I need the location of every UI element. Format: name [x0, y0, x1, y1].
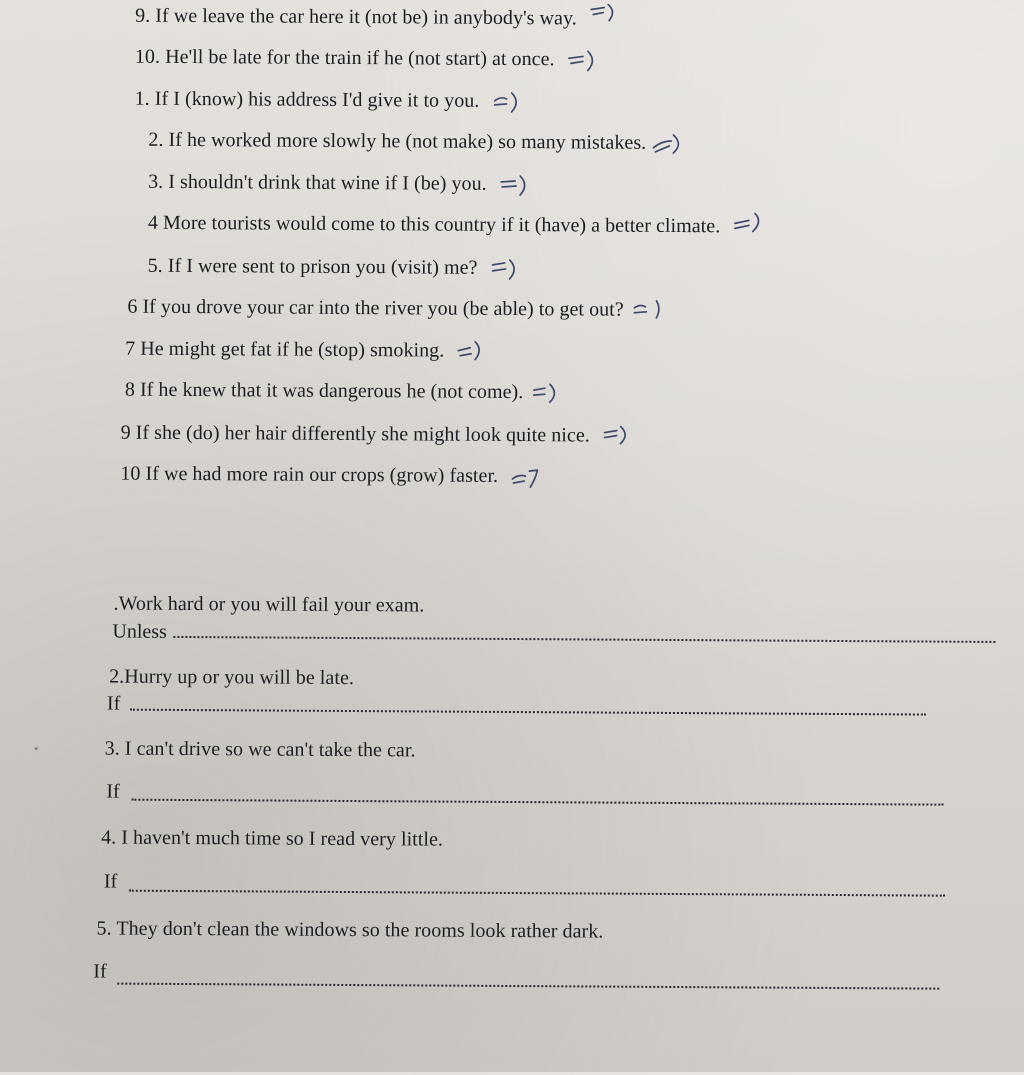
item-text: 4 More tourists would come to this country if it (have) a better climate. [147, 211, 721, 238]
exercise-item-6 [148, 212, 766, 239]
exercise-item-9 [125, 338, 487, 365]
exercise-item-3 [135, 88, 523, 115]
exercise-item-12 [120, 463, 541, 490]
answer-blank-4[interactable] [129, 890, 945, 897]
item-text: 9 If she (do) her hair differently she might look quite nice. [120, 421, 590, 447]
item-text: 7 He might get fat if he (stop) smoking. [125, 337, 445, 362]
margin-speck [35, 747, 38, 750]
answer-blank-3[interactable] [131, 799, 943, 806]
item-text: 1. If I (know) his address I'd give it to you. [134, 87, 480, 112]
handwritten-mark [731, 212, 765, 236]
item-text: 10 If we had more rain our crops (grow) faster. [120, 462, 499, 487]
answer-lead: If [103, 870, 118, 893]
answer-lead: Unless [112, 620, 167, 643]
rewrite-answer-row-1 [112, 621, 167, 644]
item-text: 5. If I were sent to prison you (visit) me? [147, 254, 478, 279]
answer-lead: If [93, 960, 107, 983]
exercise-item-8 [127, 296, 665, 324]
answer-blank-2[interactable] [130, 709, 926, 716]
rewrite-sentence-1: .Work hard or you will fail your exam. [113, 592, 425, 617]
rewrite-answer-row-5 [93, 960, 106, 983]
handwritten-mark [530, 382, 560, 406]
item-text: 3. I shouldn't drink that wine if I (be) you. [148, 170, 487, 195]
exercise-item-5 [148, 171, 530, 198]
item-text: 9. If we leave the car here it (not be) in anybody's way. [135, 4, 577, 30]
rewrite-answer-row-3 [106, 781, 119, 804]
rewrite-answer-row-2 [107, 693, 120, 716]
handwritten-mark [509, 465, 541, 489]
exercise-item-1 [135, 5, 618, 31]
handwritten-mark [455, 340, 487, 364]
item-text: 2. If he worked more slowly he (not make) so many mistakes. [148, 128, 647, 154]
handwritten-mark [498, 173, 530, 197]
exercise-item-4 [148, 129, 685, 157]
answer-lead: If [106, 692, 121, 715]
handwritten-mark [631, 299, 665, 323]
exercise-item-2 [135, 46, 598, 73]
answer-blank-1[interactable] [173, 636, 995, 643]
handwritten-mark [588, 4, 618, 24]
answer-lead: If [106, 780, 120, 803]
exercise-item-7 [148, 255, 521, 282]
exercise-item-11 [121, 422, 633, 450]
rewrite-sentence-5: 5. They don't clean the windows so the rooms look rather dark. [96, 917, 604, 943]
item-text: 6 If you drove your car into the river you (be able) to get out? [127, 295, 624, 321]
rewrite-sentence-3: 3. I can't drive so we can't take the car. [104, 737, 416, 762]
answer-blank-5[interactable] [117, 983, 939, 990]
handwritten-mark [651, 132, 685, 156]
handwritten-mark [566, 49, 598, 73]
rewrite-answer-row-4 [104, 871, 117, 894]
item-text: 8 If he knew that it was dangerous he (not come). [124, 378, 524, 404]
rewrite-sentence-2: 2.Hurry up or you will be late. [109, 665, 355, 690]
handwritten-mark [490, 90, 522, 114]
handwritten-mark [488, 257, 520, 281]
rewrite-sentence-4: 4. I haven't much time so I read very little. [101, 826, 444, 851]
exercise-item-10 [125, 379, 561, 406]
handwritten-mark [601, 425, 633, 449]
item-text: 10. He'll be late for the train if he (not start) at once. [134, 45, 555, 71]
